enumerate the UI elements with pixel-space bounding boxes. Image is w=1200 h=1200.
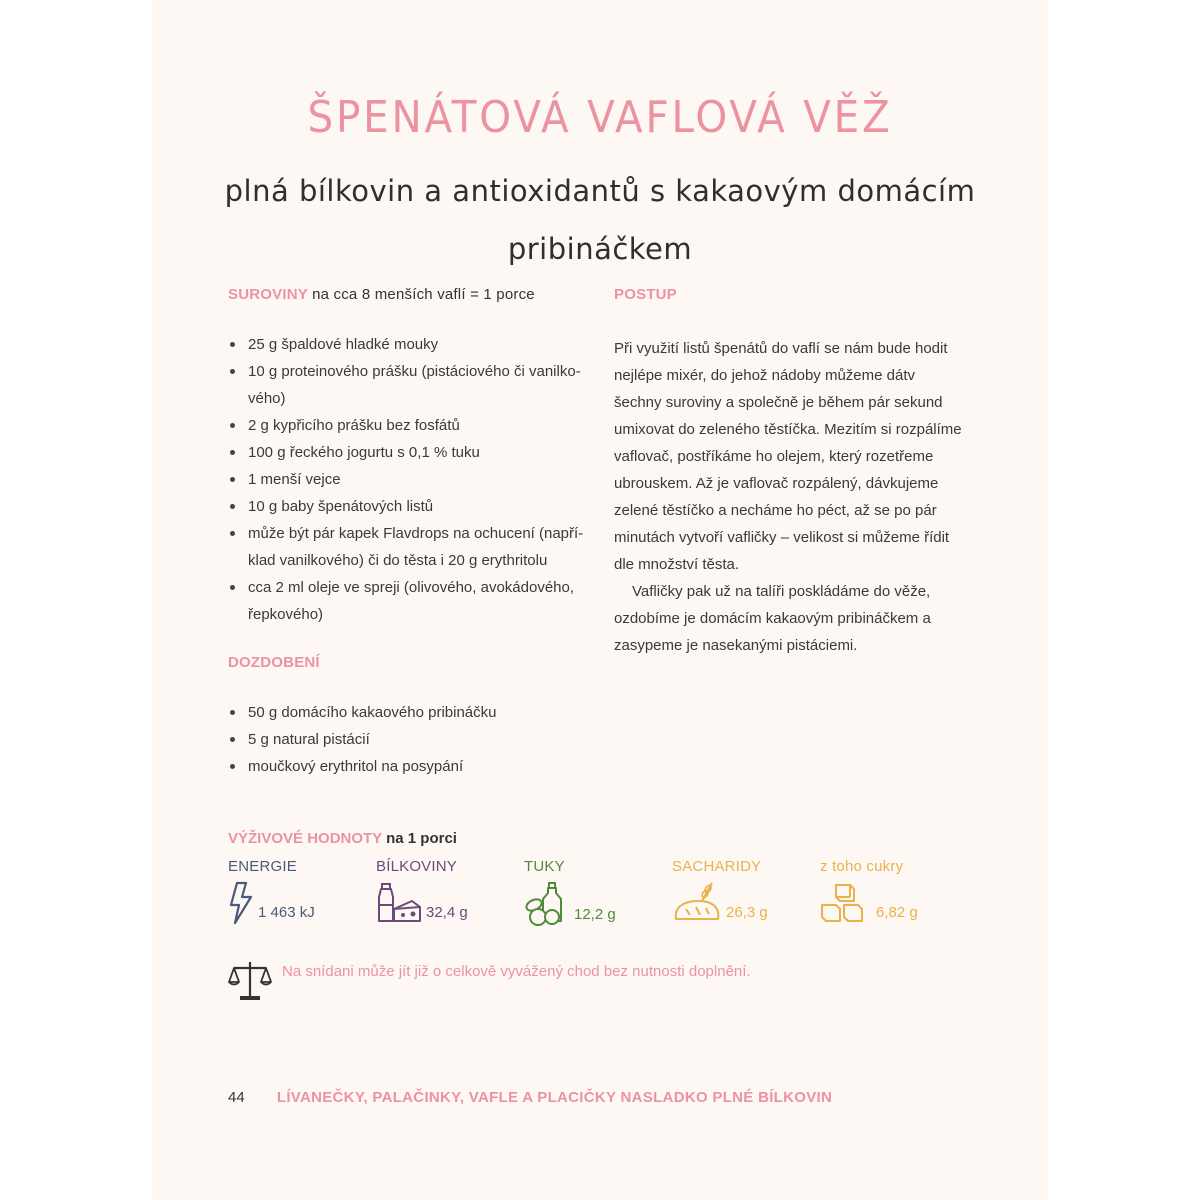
nutrition-protein [376,858,468,938]
nutrition-label: BÍLKOVINY [376,858,457,875]
decoration-list [228,699,588,780]
ingredients-portion: na cca 8 menších vaflí = 1 porce [312,286,535,303]
decoration-heading: DOZDOBENÍ [228,654,320,671]
nutrition-value: 6,82 g [876,904,918,921]
sugar-cubes-icon [820,881,872,925]
list-item: 100 g řeckého jogurtu s 0,1 % tuku [228,439,588,466]
list-item: 50 g domácího kakaového pribináčku [228,699,588,726]
bread-wheat-icon [672,881,722,925]
page-footer [228,1089,832,1106]
ingredients-column [228,286,588,780]
subtitle-line-1: plná bílkovin a antioxidantů s kakaovým domácím [224,174,976,208]
list-item: 5 g natural pistácií [228,726,588,753]
procedure-heading: POSTUP [614,286,677,303]
nutrition-value: 1 463 kJ [258,904,315,921]
list-item: 1 menší vejce [228,466,588,493]
ingredients-heading-label: SUROVINY [228,286,308,303]
ingredients-heading [228,286,588,303]
nutrition-carbs [672,858,768,938]
lightning-icon [228,881,254,925]
book-page [152,0,1048,1200]
ingredients-list [228,331,588,628]
nutrition-value: 32,4 g [426,904,468,921]
nutrition-value: 12,2 g [574,906,616,923]
list-item: 25 g špaldové hladké mouky [228,331,588,358]
procedure-paragraph-1: Při využití listů špenátů do vaflí se nám bude hodit nejlépe mixér, do jehož nádoby můžeme dátv šechny suroviny a společně je během pár sekund umixovat do zeleného těstíčka. Mezitím si rozpálíme vaflovač, postříkáme ho olejem, který rozetřeme ubrouskem. Až je vaflovač rozpálený, dávkujeme zelené těstíčko a necháme ho péct, až se po pár minutách vytvoří vafličky – velikost si můžeme řídit dle množství těsta. [614,340,962,573]
list-item: 2 g kypřicího prášku bez fosfátů [228,412,588,439]
nutrition-value: 26,3 g [726,904,768,921]
subtitle-line-2: pribináčkem [507,232,693,266]
recipe-title: ŠPENÁTOVÁ VAFLOVÁ VĚŽ [307,92,893,143]
nutrition-energy [228,858,315,938]
list-item: 10 g proteinového prášku (pistáciového či vanilko-vého) [228,358,588,412]
procedure-paragraph-2: Vafličky pak už na talíři poskládáme do věže, ozdobíme je domácím kakaovým pribináčkem a zasypeme je nasekanými pistáciemi. [614,583,931,654]
nutrition-label: z toho cukry [820,858,904,875]
nutrition-sugars [820,858,918,938]
chapter-title: LÍVANEČKY, PALAČINKY, VAFLE A PLACIČKY NASLADKO PLNÉ BÍLKOVIN [276,1089,833,1106]
nutrition-label: TUKY [524,858,565,875]
milk-cheese-icon [376,881,422,925]
oil-olive-icon [524,881,570,927]
list-item: cca 2 ml oleje ve spreji (olivového, avokádového, řepkového) [228,574,588,628]
nutrition-portion: na 1 porci [386,830,457,847]
nutrition-heading-label: VÝŽIVOVÉ HODNOTY [228,830,382,847]
list-item: moučkový erythritol na posypání [228,753,588,780]
note-text: Na snídani může jít již o celkově vyvážený chod bez nutnosti doplnění. [282,962,751,980]
nutrition-label: SACHARIDY [672,858,762,875]
list-item: může být pár kapek Flavdrops na ochucení (napří-klad vanilkového) či do těsta i 20 g erythritolu [228,520,588,574]
balance-note [228,958,751,1004]
recipe-subtitle [212,162,988,278]
list-item: 10 g baby špenátových listů [228,493,588,520]
page-number: 44 [228,1089,245,1106]
procedure-column [614,286,966,659]
scale-balance-icon [228,958,272,1004]
nutrition-label: ENERGIE [228,858,297,875]
nutrition-heading [228,830,457,847]
nutrition-fat [524,858,616,938]
procedure-text [614,335,966,659]
